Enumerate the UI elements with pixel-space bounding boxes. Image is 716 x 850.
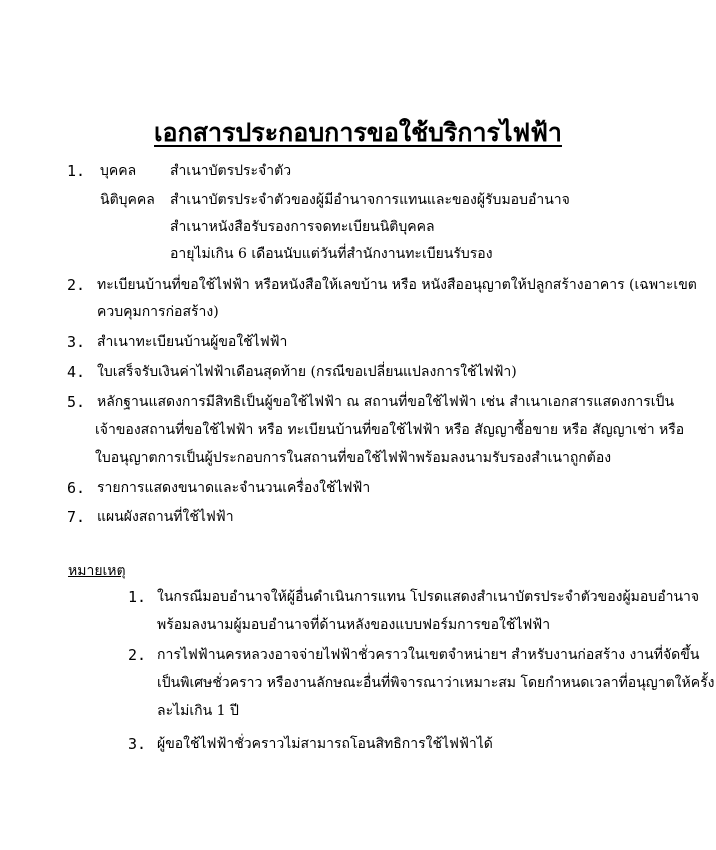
item-number: 4. (67, 363, 86, 381)
remark-number: 2. (128, 646, 147, 664)
item-number: 6. (67, 479, 86, 497)
page-title: เอกสารประกอบการขอใช้บริการไฟฟ้า (154, 118, 562, 147)
item-line: ทะเบียนบ้านที่ขอใช้ไฟฟ้า หรือหนังสือให้เลขบ้าน หรือ หนังสืออนุญาตให้ปลูกสร้างอาคาร (เฉพาะเขต (97, 277, 697, 293)
remarks-heading: หมายเหตุ (68, 563, 126, 579)
item-line: หลักฐานแสดงการมีสิทธิเป็นผู้ขอใช้ไฟฟ้า ณ สถานที่ขอใช้ไฟฟ้า เช่น สำเนาเอกสารแสดงการเป็น (97, 394, 675, 410)
item-person-label: บุคคล (100, 163, 137, 179)
item-number: 7. (67, 508, 86, 526)
item-line: ควบคุมการก่อสร้าง) (97, 304, 219, 320)
remark-line: ในกรณีมอบอำนาจให้ผู้อื่นดำเนินการแทน โปรดแสดงสำเนาบัตรประจำตัวของผู้มอบอำนาจ (157, 589, 700, 605)
item-entity-line: อายุไม่เกิน 6 เดือนนับแต่วันที่สำนักงานทะเบียนรับรอง (170, 246, 493, 262)
item-number: 3. (67, 333, 86, 351)
item-entity-line: สำเนาบัตรประจำตัวของผู้มีอำนาจการแทนและของผู้รับมอบอำนาจ (170, 192, 570, 208)
item-line: สำเนาทะเบียนบ้านผู้ขอใช้ไฟฟ้า (97, 334, 288, 350)
remark-line: เป็นพิเศษชั่วคราว หรืองานลักษณะอื่นที่พิจารณาว่าเหมาะสม โดยกำหนดเวลาที่อนุญาตให้ครั้ง (157, 675, 715, 691)
remark-number: 3. (128, 735, 147, 753)
item-number: 5. (67, 393, 86, 411)
item-line: ใบอนุญาตการเป็นผู้ประกอบการในสถานที่ขอใช้ไฟฟ้าพร้อมลงนามรับรองสำเนาถูกต้อง (95, 450, 612, 466)
item-person-text: สำเนาบัตรประจำตัว (170, 163, 292, 179)
remark-line: พร้อมลงนามผู้มอบอำนาจที่ด้านหลังของแบบฟอร์มการขอใช้ไฟฟ้า (157, 617, 551, 633)
remark-line: ละไม่เกิน 1 ปี (157, 703, 239, 719)
remark-number: 1. (128, 588, 147, 606)
item-number: 2. (67, 276, 86, 294)
item-entity-label: นิติบุคคล (100, 192, 155, 208)
item-number: 1. (67, 162, 86, 180)
remark-line: การไฟฟ้านครหลวงอาจจ่ายไฟฟ้าชั่วคราวในเขตจำหน่ายฯ สำหรับงานก่อสร้าง งานที่จัดขึ้น (157, 647, 700, 663)
item-line: แผนผังสถานที่ใช้ไฟฟ้า (97, 509, 234, 525)
item-line: รายการแสดงขนาดและจำนวนเครื่องใช้ไฟฟ้า (97, 480, 371, 496)
item-entity-line: สำเนาหนังสือรับรองการจดทะเบียนนิติบุคคล (170, 219, 435, 235)
item-line: ใบเสร็จรับเงินค่าไฟฟ้าเดือนสุดท้าย (กรณีขอเปลี่ยนแปลงการใช้ไฟฟ้า) (97, 364, 517, 380)
item-line: เจ้าของสถานที่ขอใช้ไฟฟ้า หรือ ทะเบียนบ้านที่ขอใช้ไฟฟ้า หรือ สัญญาซื้อขาย หรือ สัญญาเช่า หรือ (95, 422, 685, 438)
remark-line: ผู้ขอใช้ไฟฟ้าชั่วคราวไม่สามารถโอนสิทธิการใช้ไฟฟ้าได้ (157, 736, 493, 752)
